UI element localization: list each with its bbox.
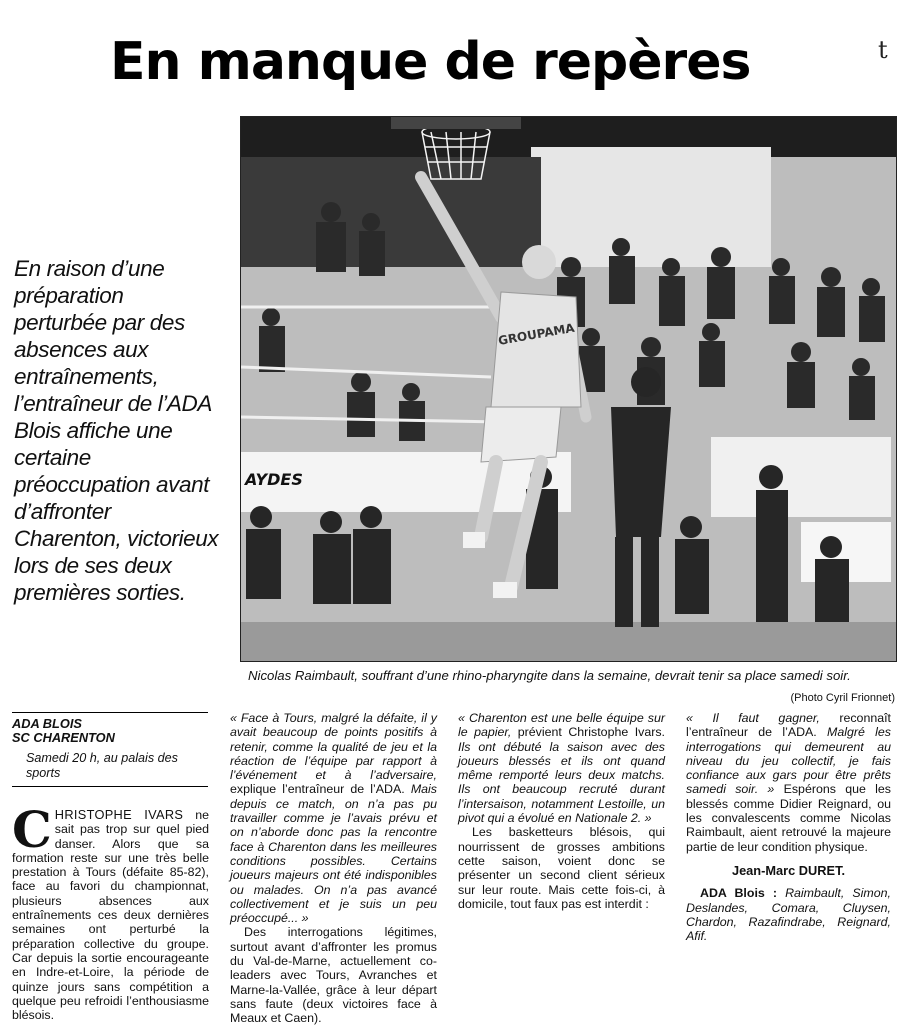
quote-block — [686, 711, 891, 854]
team-lineup — [686, 886, 891, 943]
jersey-text: GROUPAMA — [497, 320, 576, 348]
author-signature: Jean-Marc DURET. — [731, 862, 846, 878]
paragraph-text: Les basketteurs blésois, qui nourrissent de grosses ambitions cette saison, voient donc se présenter un second client sérieux sur leur route. Mais cette fois-ci, à domicile, tout faux pas est interdit : — [458, 825, 665, 911]
body-paragraph-1 — [12, 800, 209, 1023]
body-paragraph-2 — [230, 925, 437, 1025]
attribution-text: reconnaît l’entraîneur de l’ADA. — [686, 711, 892, 740]
headline: En manque de repères — [110, 32, 751, 92]
corner-mark: t — [878, 36, 888, 64]
match-infobox — [12, 712, 208, 787]
attribution-text: prévient Christophe Ivars. — [511, 725, 665, 740]
match-time: Samedi 20 h, au palais des sports — [26, 751, 178, 780]
home-team: ADA BLOIS — [12, 716, 82, 731]
lead-name: HRISTOPHE IVARS — [54, 807, 184, 822]
attribution-text: explique l’entraîneur de l’ADA. — [230, 782, 411, 797]
quote-text: « Il faut gagner, — [686, 711, 820, 725]
body-column-3 — [458, 711, 665, 911]
paragraph-text: Espérons que les blessés comme Didier Reignard, ou les convalescents comme Nicolas Raimbault, aient retrouvé la majeure partie de leur condition physique. — [686, 782, 891, 854]
quote-text: Malgré les interrogations qui demeurent au niveau du jeu collectif, je fais confiance aux gars pour être prêts samedi soir. » — [686, 725, 891, 797]
quote-block — [230, 711, 437, 925]
divider — [12, 786, 208, 787]
body-column-4 — [686, 711, 891, 943]
lineup-players: Raimbault, Simon, Deslandes, Comara, Cluysen, Chardon, Razafindrabe, Reignard, Afif. — [686, 886, 891, 944]
article-lead: En raison d’une préparation perturbée par des absences aux entraînements, l’entraîneur de l’ADA Blois affiche une certaine préoccupation avant d’affronter Charenton, victorieux lors de ses deux premières sorties. — [14, 256, 219, 605]
basketball-photo — [240, 116, 897, 662]
lineup-label: ADA Blois : — [700, 886, 777, 901]
paragraph-text: Des interrogations légitimes, surtout avant d’affronter les promus du Val-de-Marne, actuellement co-leaders avec Tours, Avranches et Marne-la-Vallée, grâce à leur départ sans faute (deux victoires face à Meaux et Caen). — [230, 925, 437, 1026]
away-team: SC CHARENTON — [12, 730, 115, 745]
quote-text: Ils ont débuté la saison avec des joueurs blessés et ils ont quand même remporté leurs deux matchs. Ils ont beaucoup recruté durant l’intersaison, notamment Lestoille, un pivot qui a évolué en Nationale 2. » — [458, 739, 665, 826]
photo-caption: Nicolas Raimbault, souffrant d’une rhino-pharyngite dans la semaine, devrait tenir sa place samedi soir. — [248, 668, 851, 683]
quote-text: Mais depuis ce match, on n’a pas pu travailler comme je l’avais prévu et on n’aborde donc pas la rencontre face à Charenton dans les meilleures conditions possibles. Certains joueurs majeurs ont été indisponibles ou malades. On n’a pas avancé collectivement et je suis un peu préoccupé... » — [230, 782, 437, 926]
paragraph-text: ne sait pas trop sur quel pied danser. Alors que sa formation reste sur une très belle prestation à Tours (défaite 85-82), face au favori du championnat, plusieurs absences aux entraînements ces deux dernières semaines ont perturbé la préparation collective du groupe. Car depuis la sortie encourageante en Indre-et-Loire, la période de quinze jours sans compétition a quelque peu refroidi l’enthousiasme blésois. — [12, 808, 209, 1023]
quote-text: « Face à Tours, malgré la défaite, il y avait beaucoup de points positifs à retenir, comme la qualité de jeu et la réaction de l’équipe par rapport à l’événement et à l’adversaire, — [230, 711, 437, 783]
quote-text: « Charenton est une belle équipe sur le papier, — [458, 711, 665, 740]
body-column-1 — [12, 800, 209, 1023]
photo-credit: (Photo Cyril Frionnet) — [790, 692, 895, 704]
banner-text: AYDES — [245, 470, 303, 489]
body-paragraph-3 — [458, 825, 665, 911]
dropcap: C — [12, 800, 52, 859]
body-column-2 — [230, 711, 437, 1026]
quote-block — [458, 711, 665, 825]
